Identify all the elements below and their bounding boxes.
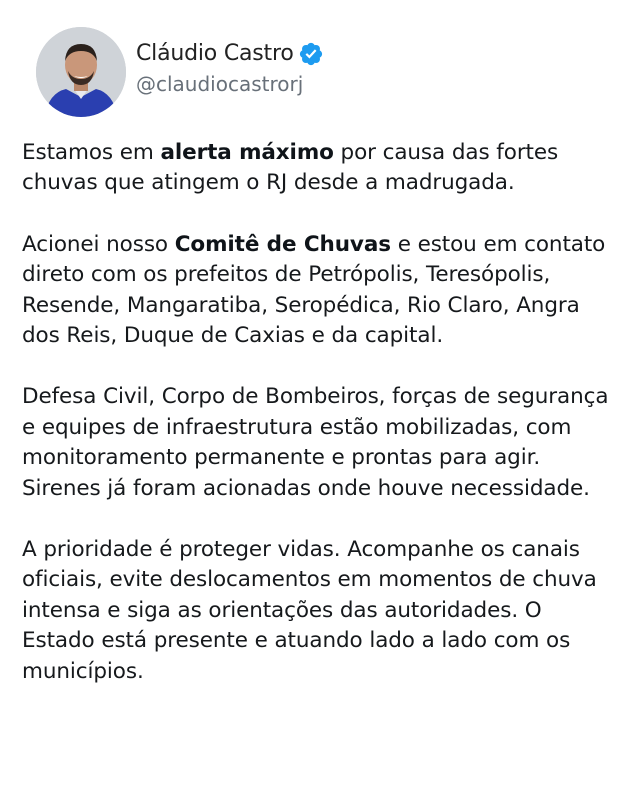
post-paragraph-4: A prioridade é proteger vidas. Acompanhe os canais oficiais, evite deslocamentos em momentos de chuva intensa e siga as orientações das autoridades. O Estado está presente e atuando lado a lado com os municípios. bbox=[22, 537, 597, 684]
paragraph-2-post: e estou em contato direto com os prefeitos de Petrópolis, Teresópolis, Resende, Mangaratiba, Seropédica, Rio Claro, Angra dos Reis, Duque de Caxias e da capital. bbox=[22, 231, 606, 349]
post-paragraph-3: Defesa Civil, Corpo de Bombeiros, forças de segurança e equipes de infraestrutura estão mobilizadas, com monitoramento permanente e prontas para agir. Sirenes já foram acionadas onde houve necessidade. bbox=[22, 384, 609, 501]
avatar-portrait-icon bbox=[36, 27, 126, 117]
post-text bbox=[22, 138, 612, 718]
paragraph-1-bold: alerta máximo bbox=[160, 140, 334, 165]
post-header bbox=[36, 26, 324, 118]
paragraph-2-bold: Comitê de Chuvas bbox=[174, 231, 391, 257]
post-paragraph-1 bbox=[22, 138, 612, 199]
verified-badge-icon bbox=[298, 41, 324, 67]
paragraph-1-post: por causa das fortes chuvas que atingem o RJ desde a madrugada. bbox=[22, 140, 559, 196]
author-identity bbox=[136, 37, 324, 97]
paragraph-2-pre: Acionei nosso bbox=[22, 231, 175, 257]
post-paragraph-2 bbox=[22, 230, 612, 352]
display-name[interactable]: Cláudio Castro bbox=[136, 41, 294, 66]
avatar[interactable] bbox=[36, 27, 126, 117]
paragraph-1-pre: Estamos em bbox=[22, 140, 161, 165]
name-row bbox=[136, 37, 324, 71]
author-handle[interactable]: @claudiocastrorj bbox=[136, 72, 304, 96]
